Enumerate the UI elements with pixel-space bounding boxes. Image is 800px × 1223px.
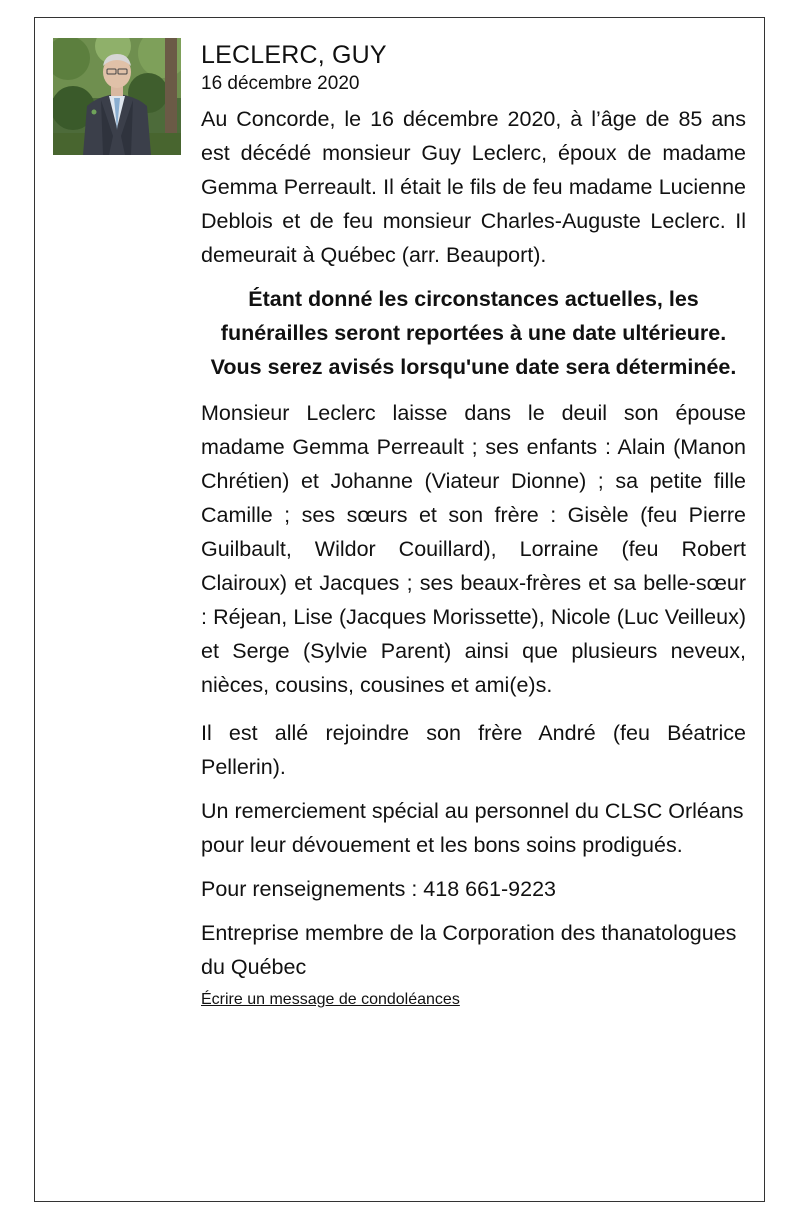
death-date: 16 décembre 2020 — [201, 73, 360, 94]
family-paragraph: Monsieur Leclerc laisse dans le deuil son épouse madame Gemma Perreault ; ses enfants : Alain (Manon Chrétien) et Johanne (Viateur Dionne) ; sa petite fille Camille ; ses sœurs et son frère : Gisèle (feu Pierre Guilbault, Wildor Couillard), Lorraine (feu Robert Clairoux) et Jacques ; ses beaux-frères et sa belle-sœur : Réjean, Lise (Jacques Morissette), Nicole (Luc Veilleux) et Serge (Sylvie Parent) ainsi que plusieurs neveux, nièces, cousins, cousines et ami(e)s. — [201, 401, 746, 697]
funeral-notice: Étant donné les circonstances actuelles, les funérailles seront reportées à une date ultérieure. Vous serez avisés lorsqu'une date sera déterminée. — [210, 287, 737, 379]
intro-paragraph: Au Concorde, le 16 décembre 2020, à l’âge de 85 ans est décédé monsieur Guy Leclerc, époux de madame Gemma Perreault. Il était le fils de feu madame Lucienne Deblois et de feu monsieur Charles-Auguste Leclerc. Il demeurait à Québec (arr. Beauport). — [201, 107, 746, 267]
deceased-name: LECLERC, GUY — [201, 41, 387, 69]
condolence-link[interactable]: Écrire un message de condoléances — [201, 991, 460, 1008]
obituary-content — [201, 38, 746, 1010]
member-paragraph: Entreprise membre de la Corporation des thanatologues du Québec — [201, 921, 737, 979]
info-paragraph: Pour renseignements : 418 661-9223 — [201, 877, 556, 901]
thanks-paragraph: Un remerciement spécial au personnel du CLSC Orléans pour leur dévouement et les bons soins prodigués. — [201, 799, 744, 857]
rejoined-paragraph: Il est allé rejoindre son frère André (feu Béatrice Pellerin). — [201, 721, 746, 779]
portrait-photo — [53, 38, 181, 155]
